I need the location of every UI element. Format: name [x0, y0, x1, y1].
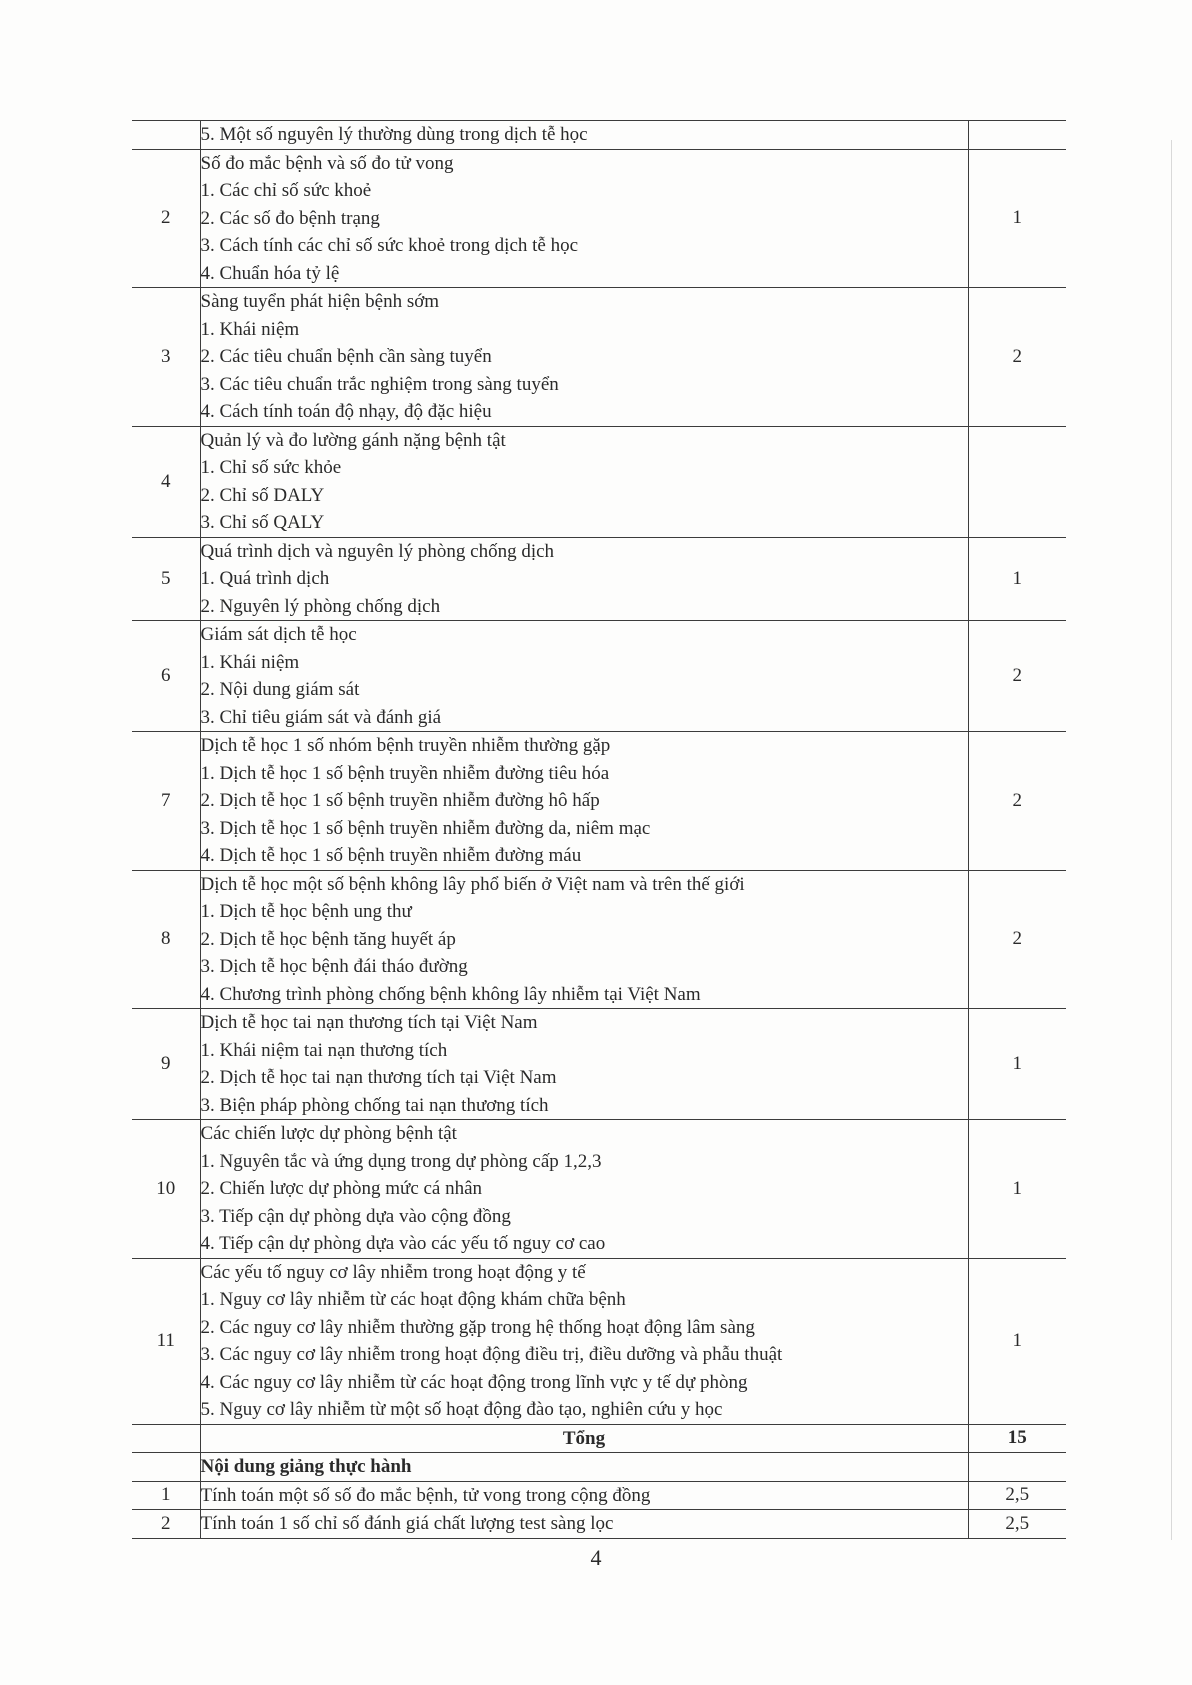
- scan-edge-line: [1171, 140, 1172, 1540]
- content-line: 1. Khái niệm: [200, 318, 300, 340]
- row-hours: 2: [968, 732, 1066, 871]
- content-line: 2. Chỉ số DALY: [200, 484, 325, 506]
- content-heading: Số đo mắc bệnh và số đo tử vong: [200, 152, 454, 174]
- content-line: 4. Dịch tễ học 1 số bệnh truyền nhiễm đường máu: [200, 845, 582, 866]
- content-heading: Giám sát dịch tễ học: [200, 624, 357, 645]
- row-content: [200, 621, 968, 732]
- content-line: 3. Dịch tễ học bệnh đái tháo đường: [200, 956, 468, 977]
- content-heading: Các chiến lược dự phòng bệnh tật: [200, 1123, 457, 1144]
- row-hours: 2: [968, 621, 1066, 732]
- content-line: 3. Cách tính các chỉ số sức khoẻ trong dịch tễ học: [200, 235, 579, 256]
- content-line: 5. Nguy cơ lây nhiễm từ một số hoạt động đào tạo, nghiên cứu y học: [200, 1399, 723, 1420]
- table-row: [132, 1258, 1066, 1424]
- row-number: 5: [132, 537, 200, 621]
- row-hours: 1: [968, 1258, 1066, 1424]
- content-heading: Quá trình dịch và nguyên lý phòng chống dịch: [200, 540, 555, 562]
- total-hours: 15: [968, 1424, 1066, 1453]
- row-hours: 1: [968, 1120, 1066, 1259]
- practice-heading-cell: [200, 1453, 968, 1482]
- row-hours: 2: [968, 288, 1066, 427]
- content-line: 3. Các tiêu chuẩn trắc nghiệm trong sàng tuyển: [200, 373, 559, 395]
- content-heading: Dịch tễ học 1 số nhóm bệnh truyền nhiễm thường gặp: [200, 735, 611, 756]
- content-line: 1. Khái niệm: [200, 651, 300, 673]
- row-number: 2: [132, 149, 200, 288]
- row-number: 7: [132, 732, 200, 871]
- row-content: [200, 1120, 968, 1259]
- content-heading: Sàng tuyển phát hiện bệnh sớm: [200, 291, 440, 312]
- content-line: Tính toán một số số đo mắc bệnh, tử vong trong cộng đồng: [200, 1484, 651, 1506]
- syllabus-table: [132, 120, 1066, 1539]
- total-label: Tổng: [562, 1427, 606, 1449]
- row-number: [132, 1453, 200, 1482]
- row-number: 1: [132, 1481, 200, 1510]
- content-line: 2. Nguyên lý phòng chống dịch: [200, 595, 441, 617]
- content-line: 1. Nguyên tắc và ứng dụng trong dự phòng cấp 1,2,3: [200, 1150, 602, 1172]
- content-heading: Dịch tễ học tai nạn thương tích tại Việt Nam: [200, 1012, 538, 1033]
- table-row: [132, 149, 1066, 288]
- row-content: [200, 288, 968, 427]
- content-line: 4. Chuẩn hóa tỷ lệ: [200, 262, 340, 284]
- content-line: 2. Dịch tễ học 1 số bệnh truyền nhiễm đường hô hấp: [200, 790, 600, 811]
- content-line: 1. Dịch tễ học bệnh ung thư: [200, 901, 412, 922]
- content-line: 3. Chỉ số QALY: [200, 512, 325, 533]
- row-content: [200, 426, 968, 537]
- content-line: 1. Khái niệm tai nạn thương tích: [200, 1039, 448, 1061]
- content-line: 2. Chiến lược dự phòng mức cá nhân: [200, 1178, 483, 1199]
- content-line: 3. Chỉ tiêu giám sát và đánh giá: [200, 706, 442, 728]
- content-line: 1. Chỉ số sức khỏe: [200, 457, 342, 478]
- content-heading: Quản lý và đo lường gánh nặng bệnh tật: [200, 429, 506, 451]
- row-content: [200, 1481, 968, 1510]
- content-line: 1. Quá trình dịch: [200, 568, 330, 589]
- content-line: 1. Các chỉ số sức khoẻ: [200, 180, 372, 201]
- row-content: [200, 870, 968, 1009]
- row-content: [200, 149, 968, 288]
- content-heading: Các yếu tố nguy cơ lây nhiễm trong hoạt động y tế: [200, 1261, 586, 1283]
- row-number: 8: [132, 870, 200, 1009]
- row-content: [200, 1009, 968, 1120]
- content-line: Tính toán 1 số chỉ số đánh giá chất lượng test sàng lọc: [200, 1513, 614, 1534]
- row-number: 2: [132, 1510, 200, 1539]
- content-line: 4. Cách tính toán độ nhạy, độ đặc hiệu: [200, 401, 492, 422]
- content-line: 1. Nguy cơ lây nhiễm từ các hoạt động khám chữa bệnh: [200, 1289, 626, 1310]
- content-line: 3. Tiếp cận dự phòng dựa vào cộng đồng: [200, 1205, 511, 1227]
- row-content: [200, 1510, 968, 1539]
- row-number: 9: [132, 1009, 200, 1120]
- content-heading: Dịch tễ học một số bệnh không lây phổ biến ở Việt nam và trên thế giới: [200, 873, 745, 895]
- table-row: [132, 121, 1066, 150]
- content-line: 4. Chương trình phòng chống bệnh không lây nhiễm tại Việt Nam: [200, 983, 701, 1005]
- table-row: [132, 1481, 1066, 1510]
- content-line: 4. Tiếp cận dự phòng dựa vào các yếu tố nguy cơ cao: [200, 1233, 606, 1254]
- table-row: [132, 1120, 1066, 1259]
- content-line: 2. Nội dung giám sát: [200, 679, 360, 700]
- row-content: [200, 1258, 968, 1424]
- row-number: 6: [132, 621, 200, 732]
- table-row: [132, 426, 1066, 537]
- practice-heading-row: [132, 1453, 1066, 1482]
- content-line: 2. Dịch tễ học bệnh tăng huyết áp: [200, 928, 456, 950]
- row-hours: 2: [968, 870, 1066, 1009]
- row-hours: 1: [968, 1009, 1066, 1120]
- content-line: 1. Dịch tễ học 1 số bệnh truyền nhiễm đường tiêu hóa: [200, 762, 610, 784]
- table-row: [132, 732, 1066, 871]
- row-number: 10: [132, 1120, 200, 1259]
- practice-heading: Nội dung giảng thực hành: [200, 1456, 412, 1477]
- content-line: 2. Dịch tễ học tai nạn thương tích tại Việt Nam: [200, 1067, 557, 1088]
- row-number: 4: [132, 426, 200, 537]
- row-hours: [968, 426, 1066, 537]
- row-hours: [968, 1453, 1066, 1482]
- row-hours: 2,5: [968, 1510, 1066, 1539]
- content-line: 3. Các nguy cơ lây nhiễm trong hoạt động điều trị, điều dưỡng và phẫu thuật: [200, 1344, 783, 1365]
- row-content: [200, 537, 968, 621]
- row-hours: 2,5: [968, 1481, 1066, 1510]
- content-line: 2. Các tiêu chuẩn bệnh cần sàng tuyển: [200, 346, 492, 367]
- content-line: 3. Biện pháp phòng chống tai nạn thương tích: [200, 1094, 549, 1116]
- row-hours: 1: [968, 537, 1066, 621]
- table-row: [132, 288, 1066, 427]
- page-number: 4: [590, 1545, 602, 1570]
- row-number: 3: [132, 288, 200, 427]
- total-row: [132, 1424, 1066, 1453]
- row-hours: [968, 121, 1066, 150]
- table-row: [132, 621, 1066, 732]
- row-hours: 1: [968, 149, 1066, 288]
- table-row: [132, 870, 1066, 1009]
- row-number: [132, 1424, 200, 1453]
- row-content: [200, 121, 968, 150]
- content-line: 2. Các số đo bệnh trạng: [200, 207, 380, 229]
- content-line: 3. Dịch tễ học 1 số bệnh truyền nhiễm đường da, niêm mạc: [200, 817, 651, 839]
- content-line: 4. Các nguy cơ lây nhiễm từ các hoạt động trong lĩnh vực y tế dự phòng: [200, 1371, 748, 1393]
- content-line: 5. Một số nguyên lý thường dùng trong dịch tễ học: [200, 124, 588, 145]
- content-line: 2. Các nguy cơ lây nhiễm thường gặp trong hệ thống hoạt động lâm sàng: [200, 1316, 755, 1338]
- row-content: [200, 732, 968, 871]
- row-number: 11: [132, 1258, 200, 1424]
- row-number: [132, 121, 200, 150]
- table-row: [132, 1009, 1066, 1120]
- table-row: [132, 1510, 1066, 1539]
- total-label-cell: [200, 1424, 968, 1453]
- table-row: [132, 537, 1066, 621]
